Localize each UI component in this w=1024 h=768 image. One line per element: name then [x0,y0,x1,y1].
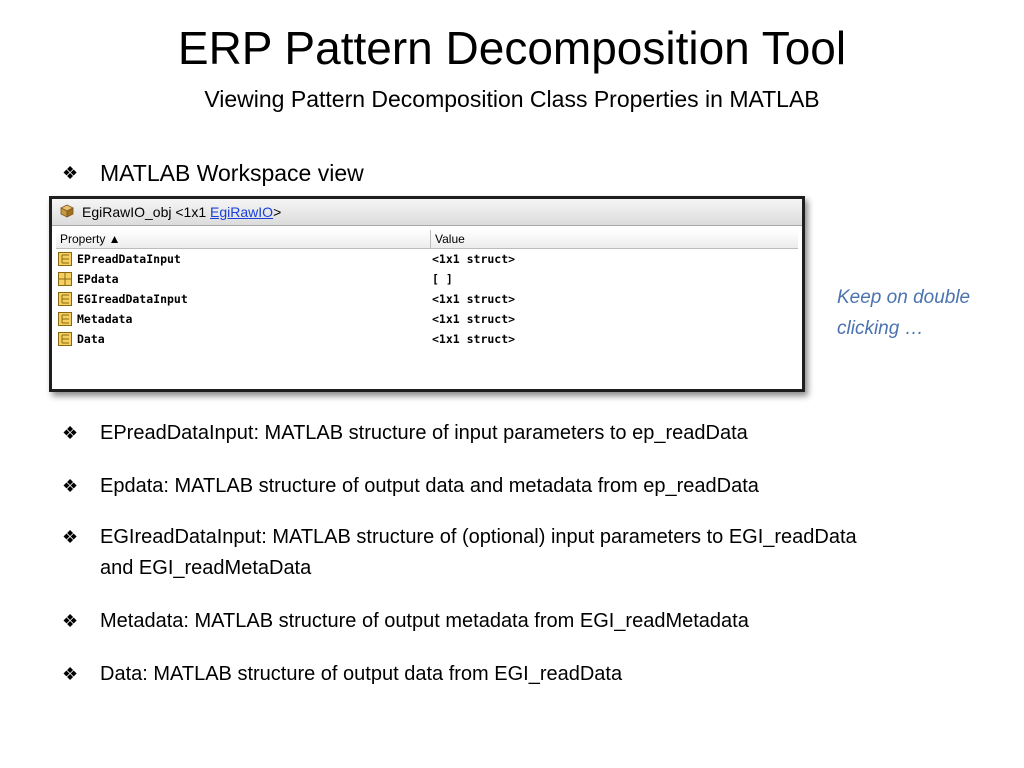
intro-bullet [62,158,962,189]
bullet-item [62,471,962,502]
property-column-header[interactable]: Property ▲ [60,232,121,246]
property-table [56,230,798,349]
intro-bullet-text: MATLAB Workspace view [100,160,364,186]
bullet-item [62,522,962,584]
bullet-text: EGIreadDataInput: MATLAB structure of (optional) input parameters to EGI_readData and EGI_readMetaData [100,526,857,579]
property-value: <1x1 struct> [432,292,516,306]
struct-icon [58,252,72,266]
struct-icon [58,312,72,326]
property-name: EGIreadDataInput [77,292,188,306]
slide-subtitle: Viewing Pattern Decomposition Class Properties in MATLAB [204,86,820,112]
property-value: <1x1 struct> [432,252,516,266]
bullet-item [62,659,962,690]
table-row[interactable] [56,329,798,349]
bullet-text: Data: MATLAB structure of output data from EGI_readData [100,663,623,685]
bullet-item [62,606,962,637]
bullet-diamond-icon: ❖ [62,664,79,684]
bullet-diamond-icon: ❖ [62,611,79,631]
table-row[interactable] [56,269,798,289]
object-cube-icon [60,204,74,218]
property-value: [ ] [432,272,453,286]
class-link[interactable]: EgiRawIO [210,204,274,220]
value-column-header[interactable]: Value [430,230,465,248]
property-name: EPdata [77,272,119,286]
table-row[interactable] [56,289,798,309]
property-name: EPreadDataInput [77,252,181,266]
matlab-workspace-window [49,196,805,392]
bullet-diamond-icon: ❖ [62,163,79,183]
object-name: EgiRawIO_obj <1x1 [82,204,211,220]
table-header [56,230,798,249]
bullet-text: Epdata: MATLAB structure of output data and metadata from ep_readData [100,475,759,497]
property-value: <1x1 struct> [432,332,516,346]
table-row[interactable] [56,249,798,269]
side-note: Keep on double clicking … [837,287,971,339]
bullet-text: EPreadDataInput: MATLAB structure of input parameters to ep_readData [100,422,748,444]
property-name: Data [77,332,105,346]
struct-icon [58,332,72,346]
bullet-text: Metadata: MATLAB structure of output metadata from EGI_readMetadata [100,610,749,632]
matrix-icon [58,272,72,286]
property-name: Metadata [77,312,133,326]
window-header [52,199,802,226]
struct-icon [58,292,72,306]
bullet-diamond-icon: ❖ [62,527,79,547]
bullet-item [62,418,962,449]
table-row[interactable] [56,309,798,329]
property-value: <1x1 struct> [432,312,516,326]
object-close-bracket: > [273,204,282,220]
bullet-diamond-icon: ❖ [62,476,79,496]
slide-title: ERP Pattern Decomposition Tool [177,22,847,74]
bullet-diamond-icon: ❖ [62,423,79,443]
